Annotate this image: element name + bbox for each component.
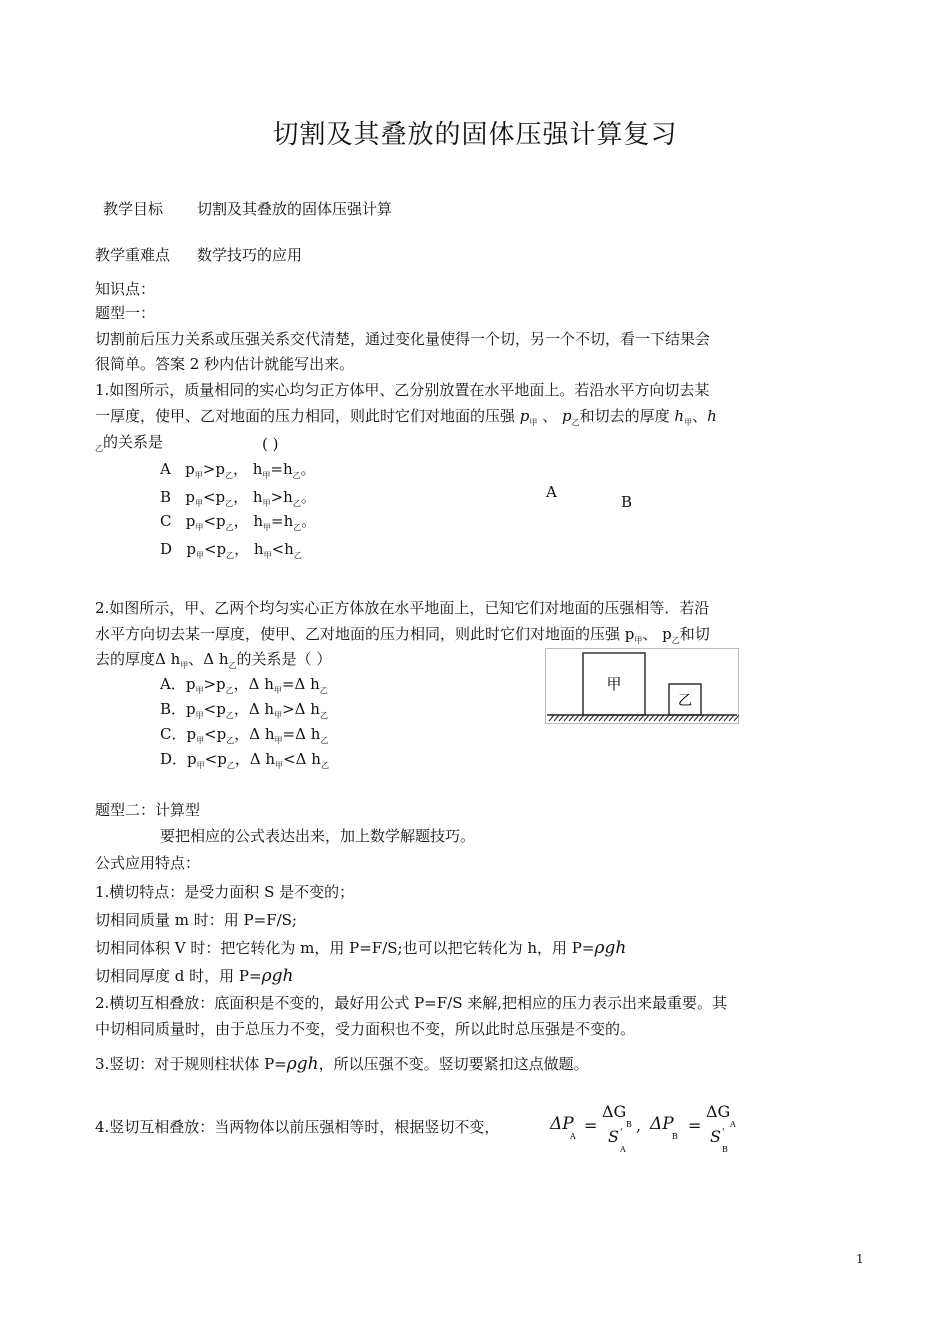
formula-dp-a-sub: A [570,1132,576,1141]
sub: 乙 [293,551,302,560]
sub: 甲 [262,471,271,480]
q2-option: A．$p_甲>p_乙$，Δ $h_甲=\Delta$ $h_乙$ [160,675,328,695]
formula-s-b-prime: ' [722,1128,725,1138]
q2-sub-yi: 乙 [671,636,680,645]
q1-option-end: 。 [300,488,316,506]
q1-p-symbol-2: p [561,407,572,425]
formula-s-a-prime: ' [620,1128,623,1138]
sub: 乙 [320,736,329,745]
q1-option-letter: D [160,540,173,558]
formula-comma: , [636,1116,642,1135]
feature-3-text: 3.竖切：对于规则柱状体 P= [95,1055,287,1073]
page-title: 切割及其叠放的固体压强计算复习 [272,120,678,150]
feature-2-line1: 2.横切互相叠放：底面积是不变的，最好用公式 P=F/S 来解,把相应的压力表示出来最重要。其 [95,994,728,1012]
sub: 甲 [274,736,283,745]
type1-intro-line2: 很简单。答案 2 秒内估计就能写出来。 [95,355,355,373]
q1-line3-text: 的关系是 [103,433,164,451]
type1-label: 题型一： [95,304,156,322]
q1-option-letter: B [160,488,172,506]
feature-1c-formula: ρgh [261,966,294,986]
sub: 乙 [292,499,301,508]
sub: 甲 [194,499,203,508]
q1-option-p-relation: < [202,488,216,506]
sub: 甲 [274,711,283,720]
q1-option-h-relation: > [270,488,284,506]
q2-sub-yi-2: 乙 [228,661,237,670]
feature-3 [95,1054,589,1074]
sub: 乙 [224,471,233,480]
knowledge-label: 知识点： [95,280,156,298]
sub: 甲 [194,471,203,480]
q1-option: B $p_甲<p_乙$， $h_甲>h_乙$。 [160,488,316,508]
q2-option: D．$p_甲<p_乙$，Δ $h_甲<\Delta$ $h_乙$ [160,750,329,770]
q1-line2 [95,406,717,429]
sub: 乙 [319,711,328,720]
q2-line3-text-b: 的关系是（ ） [236,650,332,668]
q1-sub-yi: 乙 [571,418,580,427]
q2-option-letter: C． [160,725,187,743]
q2-option-p-relation: < [204,750,218,768]
sub: 乙 [225,686,234,695]
q1-figure-label-a: A [546,483,557,501]
formula-dg-b-sub: B [626,1120,632,1129]
q2-option: B．$p_甲<p_乙$，Δ $h_甲>\Delta$ $h_乙$ [160,700,328,720]
q1-option: A $p_甲>p_乙$， $h_甲=h_乙$。 [160,460,316,480]
q1-option-letter: A [160,460,171,478]
q1-sub-yi-2: 乙 [95,444,103,453]
formula-dp-b: ΔP [650,1114,674,1134]
sub: 乙 [319,686,328,695]
formula-eq-1: = [584,1116,598,1135]
q2-line1: 2.如图所示，甲、乙两个均匀实心正方体放在水平地面上，已知它们对地面的压强相等．若沿 [95,599,710,617]
sub: 甲 [195,686,204,695]
formula-s-b: S [710,1127,721,1146]
q2-line3-text: 去的厚度Δ h [95,650,181,668]
q2-sub-jia: 甲 [634,636,643,645]
goal-text: 切割及其叠放的固体压强计算 [197,200,393,218]
sub: 甲 [195,551,204,560]
feature-1c [95,966,293,986]
sub: 甲 [262,499,271,508]
q2-option-h-relation: = [282,725,296,743]
feature-1b [95,938,626,958]
q1-option: D $p_甲<p_乙$， $h_甲<h_乙$ [160,540,302,560]
feature-4-formula [546,1100,746,1160]
feature-2-line2: 中切相同质量时，由于总压力不变，受力面积也不变，所以此时总压强是不变的。 [95,1020,636,1038]
q2-option-letter: B． [160,700,187,718]
q2-option-letter: D． [160,750,188,768]
formula-dg-b: ΔG [602,1102,627,1121]
q1-line3 [95,432,163,455]
q1-option-letter: C [160,512,172,530]
sub: 甲 [275,761,284,770]
formula-dp-b-sub: B [672,1132,678,1141]
sub: 甲 [273,686,282,695]
q1-option-h-relation: = [270,460,283,478]
sub: 乙 [226,551,235,560]
q2-option-h-relation: = [281,675,295,693]
q1-line1: 1.如图所示，质量相同的实心均匀正方体甲、乙分别放置在水平地面上。若沿水平方向切去某 [95,381,710,399]
sub: 乙 [225,523,234,532]
q1-option-p-relation: < [203,540,217,558]
sub: 乙 [292,471,301,480]
goal-label: 教学目标 [103,200,164,218]
q2-option-p-relation: > [203,675,217,693]
sub: 甲 [196,736,205,745]
q2-cube-jia-label: 甲 [606,675,622,693]
sub: 乙 [225,711,234,720]
formula-eq-2: = [688,1116,702,1135]
difficulty-text: 数学技巧的应用 [197,246,303,264]
type2-label: 题型二：计算型 [95,801,201,819]
q1-line2-text-b: 和切去的厚度 [579,407,670,425]
feature-3-formula: ρgh [286,1054,319,1074]
q2-option-letter: A． [160,675,186,693]
sub: 乙 [226,736,235,745]
q1-figure-label-b: B [621,493,633,511]
feature-3-text-b: ，所以压强不变。竖切要紧扣这点做题。 [318,1055,589,1073]
q2-line2-text-b: 和切 [679,625,710,643]
sub: 甲 [195,523,204,532]
q1-sub-jia-2: 甲 [684,418,693,427]
page-number: 1 [856,1252,864,1266]
q1-option-p-relation: < [203,512,216,530]
feature-1: 1.横切特点：是受力面积 S 是不变的； [95,883,355,901]
q1-option-p-relation: > [202,460,216,478]
q2-line2: 水平方向切去某一厚度，使甲、乙对地面的压力相同，则此时它们对地面的压强 $p_甲$、 $p_乙$和切 [95,625,710,645]
q1-answer-paren: ( ) [262,435,279,453]
difficulty-label: 教学重难点 [95,246,171,264]
sub: 乙 [225,499,234,508]
formula-s-a-sub: A [620,1145,626,1154]
q2-line3: 去的厚度Δ $h_甲$、Δ $h_乙$的关系是（ ） [95,650,332,670]
q2-dun: 、 [642,625,658,643]
q2-option: C．$p_甲<p_乙$，Δ $h_甲=\Delta$ $h_乙$ [160,725,329,745]
q1-option-h-relation: < [271,540,285,558]
sub: 甲 [263,551,272,560]
q1-p-symbol: p [519,407,530,425]
q2-line2-text: 水平方向切去某一厚度，使甲、乙对地面的压力相同，则此时它们对地面的压强 p [95,625,635,643]
q2-option-h-relation: < [283,750,296,768]
q2-figure [545,648,739,724]
feature-1a: 切相同质量 m 时：用 P=F/S; [95,911,297,929]
q1-option-h-relation: = [271,512,284,530]
feature-1b-text: 切相同体积 V 时：把它转化为 m，用 P=F/S;也可以把它转化为 h，用 P= [95,939,595,957]
q1-option-end: 。 [301,512,317,530]
sub: 乙 [293,523,302,532]
feature-1b-formula: ρgh [594,938,627,958]
type2-intro: 要把相应的公式表达出来，加上数学解题技巧。 [160,827,476,845]
formula-dg-a-sub: A [730,1120,736,1129]
q2-dun-2: 、 [188,650,204,668]
q1-h-symbol-2: h [707,407,717,425]
sub: 乙 [226,761,235,770]
formula-dp-a: ΔP [550,1114,574,1134]
feature-4: 4.竖切互相叠放：当两物体以前压强相等时，根据竖切不变， [95,1118,500,1136]
formula-dg-a: ΔG [706,1102,731,1121]
q2-option-h-relation: > [282,700,295,718]
q2-option-p-relation: < [204,725,217,743]
sub: 甲 [263,523,272,532]
q1-h-symbol: h [674,407,685,425]
q1-option: C $p_甲<p_乙$， $h_甲=h_乙$。 [160,512,317,532]
type1-intro-line1: 切割前后压力关系或压强关系交代清楚，通过变化量使得一个切，另一个不切，看一下结果会 [95,330,711,348]
sub: 甲 [196,761,205,770]
q1-dun-2: 、 [692,407,708,425]
q1-sub-jia: 甲 [529,418,538,427]
formula-s-a: S [608,1127,619,1146]
sub: 甲 [195,711,204,720]
formula-s-b-sub: B [722,1145,728,1154]
q2-cube-yi-label: 乙 [678,693,692,709]
features-label: 公式应用特点： [95,854,201,872]
q2-sub-jia-2: 甲 [180,661,189,670]
q1-option-end: 。 [300,460,316,478]
feature-1c-text: 切相同厚度 d 时，用 P= [95,967,262,985]
q1-line2-text: 一厚度，使甲、乙对地面的压力相同，则此时它们对地面的压强 [95,407,516,425]
q1-dun: 、 [542,407,558,425]
sub: 乙 [320,761,329,770]
q2-option-p-relation: < [203,700,217,718]
